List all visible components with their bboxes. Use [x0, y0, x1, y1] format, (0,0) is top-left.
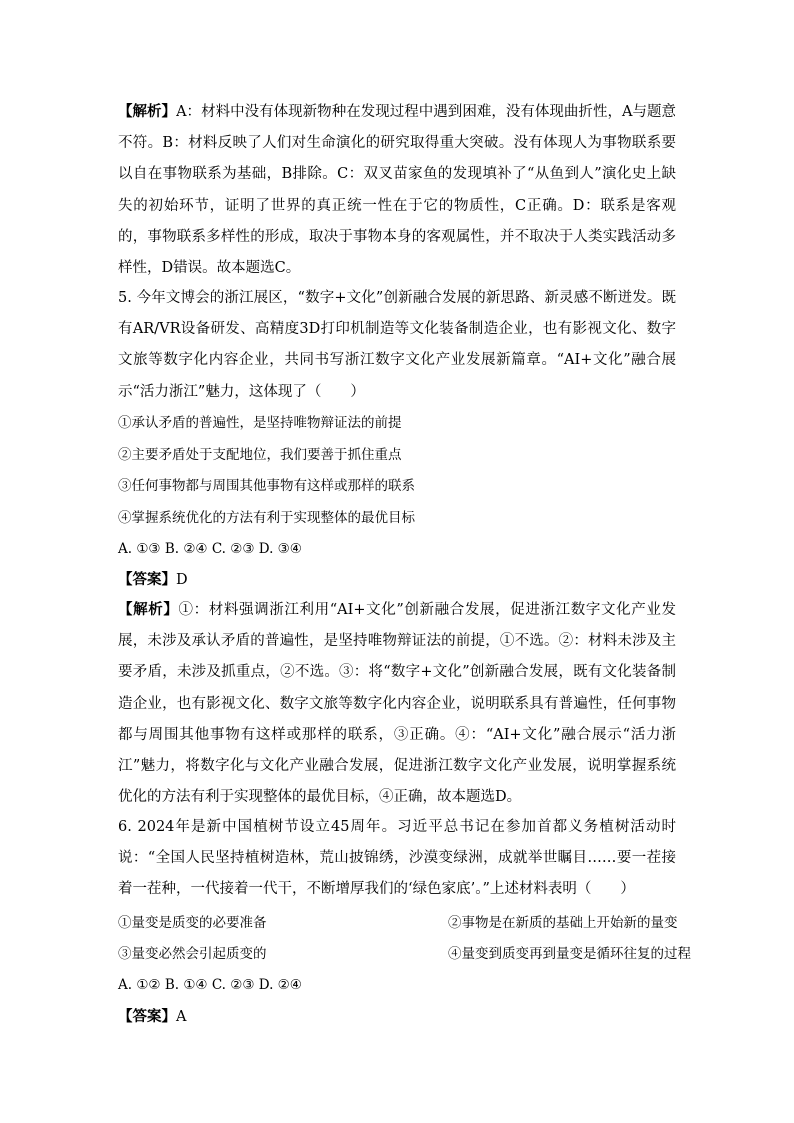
- q5-choices: A. ①③ B. ②④ C. ②③ D. ③④: [118, 541, 302, 557]
- q6-option-4: ④量变到质变再到量变是循环往复的过程: [448, 946, 691, 962]
- answer-tag: 【答案】: [118, 1008, 176, 1025]
- q5-answer: [118, 570, 188, 590]
- answer-value: D: [176, 572, 188, 588]
- q5-analysis: [118, 594, 676, 813]
- q5-option-4: ④掌握系统优化的方法有利于实现整体的最优目标: [118, 510, 415, 526]
- analysis-text: ①：材料强调浙江利用“AI+文化”创新融合发展，促进浙江数字文化产业发展，未涉及承认矛盾的普遍性，是坚持唯物辩证法的前提，①不选。②：材料未涉及主要矛盾，未涉及抓重点，②不选。③：将“数字+文化”创新融合发展，既有文化装备制造企业，也有影视文化、数字文旅等数字化内容企业，说明联系具有普遍性，任何事物都与周围其他事物有这样或那样的联系，③正确。④：“AI+文化”融合展示“活力浙江”魅力，将数字化与文化产业融合发展，促进浙江数字文化产业发展，说明掌握系统优化的方法有利于实现整体的最优目标，④正确，故本题选D。: [118, 602, 677, 806]
- q6-option-2: ②事物是在新质的基础上开始新的量变: [448, 915, 678, 931]
- analysis-tag: 【解析】: [118, 601, 179, 618]
- q6-option-3: ③量变必然会引起质变的: [118, 946, 267, 962]
- q5-option-1: ①承认矛盾的普遍性，是坚持唯物辩证法的前提: [118, 415, 402, 431]
- q6-stem: 6. 2024年是新中国植树节设立45周年。习近平总书记在参加首都义务植树活动时说：“全国人民坚持植树造林，荒山披锦绣，沙漠变绿洲，成就举世瞩目……要一茬接着一茬种，一代接着一代干，不断增厚我们的‘绿色家底’。”上述材料表明（ ）: [118, 819, 676, 898]
- q6-option-row-1: [118, 913, 678, 933]
- q5-stem: 5. 今年文博会的浙江展区，“数字+文化”创新融合发展的新思路、新灵感不断迸发。既有AR/VR设备研发、高精度3D打印机制造等文化装备制造企业，也有影视文化、数字文旅等数字化内容企业，共同书写浙江数字文化产业发展新篇章。“AI+文化”融合展示“活力浙江”魅力，这体现了（ ）: [118, 290, 676, 400]
- q5-option-2: ②主要矛盾处于支配地位，我们要善于抓住重点: [118, 447, 402, 463]
- answer-tag: 【答案】: [118, 571, 176, 588]
- q6-option-1: ①量变是质变的必要准备: [118, 915, 267, 931]
- q4-analysis: [118, 96, 676, 284]
- analysis-tag: 【解析】: [118, 103, 177, 120]
- analysis-text: A：材料中没有体现新物种在发现过程中遇到困难，没有体现曲折性，A与题意不符。B：材料反映了人们对生命演化的研究取得重大突破。没有体现人为事物联系要以自在事物联系为基础，B排除。C：双叉苗家鱼的发现填补了“从鱼到人”演化史上缺失的初始环节，证明了世界的真正统一性在于它的物质性，C正确。D：联系是客观的，事物联系多样性的形成，取决于事物本身的客观属性，并不取决于人类实践活动多样性，D错误。故本题选C。: [118, 104, 676, 277]
- q6-choices: A. ①② B. ①④ C. ②③ D. ②④: [118, 977, 302, 993]
- q6-option-row-2: [118, 944, 691, 964]
- q5-option-3: ③任何事物都与周围其他事物有这样或那样的联系: [118, 478, 415, 494]
- q6-answer: [118, 1007, 186, 1027]
- answer-value: A: [176, 1009, 187, 1025]
